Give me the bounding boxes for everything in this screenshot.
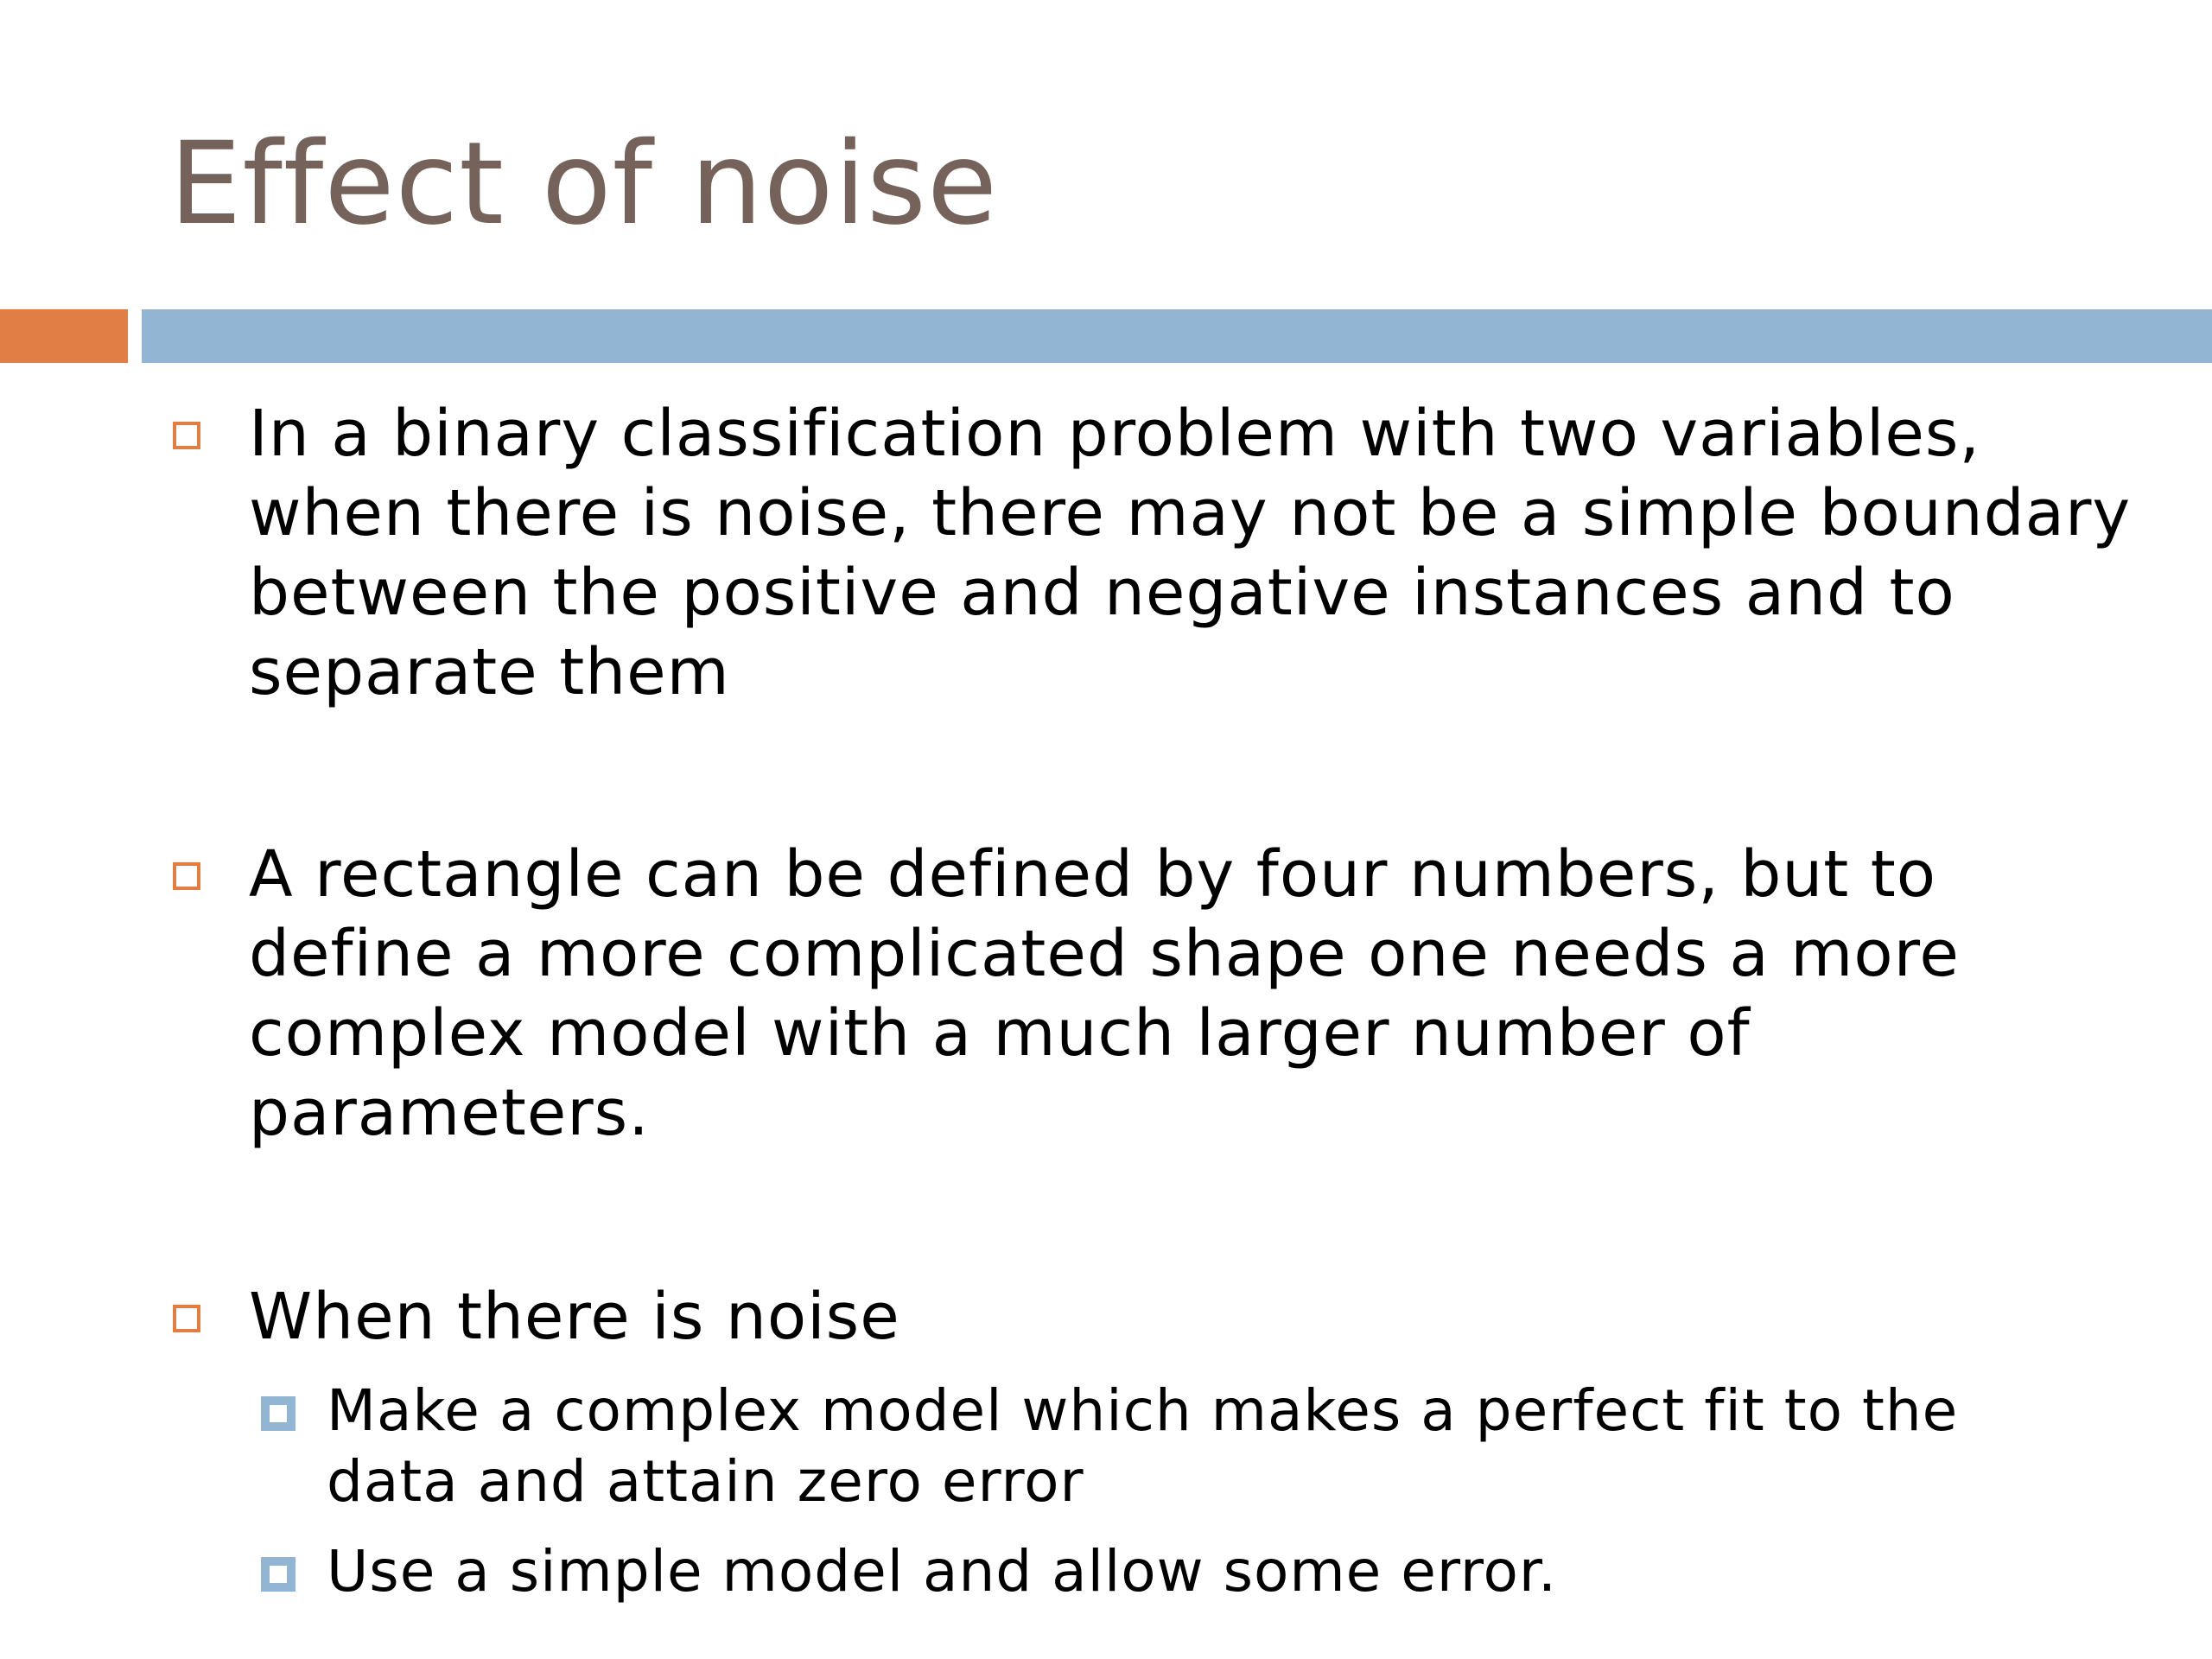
square-bullet-icon — [173, 862, 200, 890]
sub-bullet-text: Use a simple model and allow some error. — [327, 1538, 1557, 1605]
title-rule-bar — [142, 309, 2212, 363]
bullet-text: A rectangle can be defined by four numbers, but to define a more complicated shape one needs a more complex model with a much larger number of parameters. — [249, 837, 1960, 1150]
bullet-text: When there is noise — [249, 1280, 900, 1354]
sub-bullet-text: Make a complex model which makes a perfect fit to the data and attain zero error — [327, 1377, 1959, 1515]
bullet-text: In a binary classification problem with two variables, when there is noise, there may not be a simple boundary between the positive and negative instances and to separate them — [249, 397, 2132, 709]
filled-square-bullet-icon — [261, 1557, 296, 1592]
square-bullet-icon — [173, 1305, 200, 1332]
accent-bar — [0, 309, 128, 363]
slide-title: Effect of noise — [169, 118, 999, 251]
filled-square-bullet-icon — [261, 1396, 296, 1431]
square-bullet-icon — [173, 422, 200, 449]
